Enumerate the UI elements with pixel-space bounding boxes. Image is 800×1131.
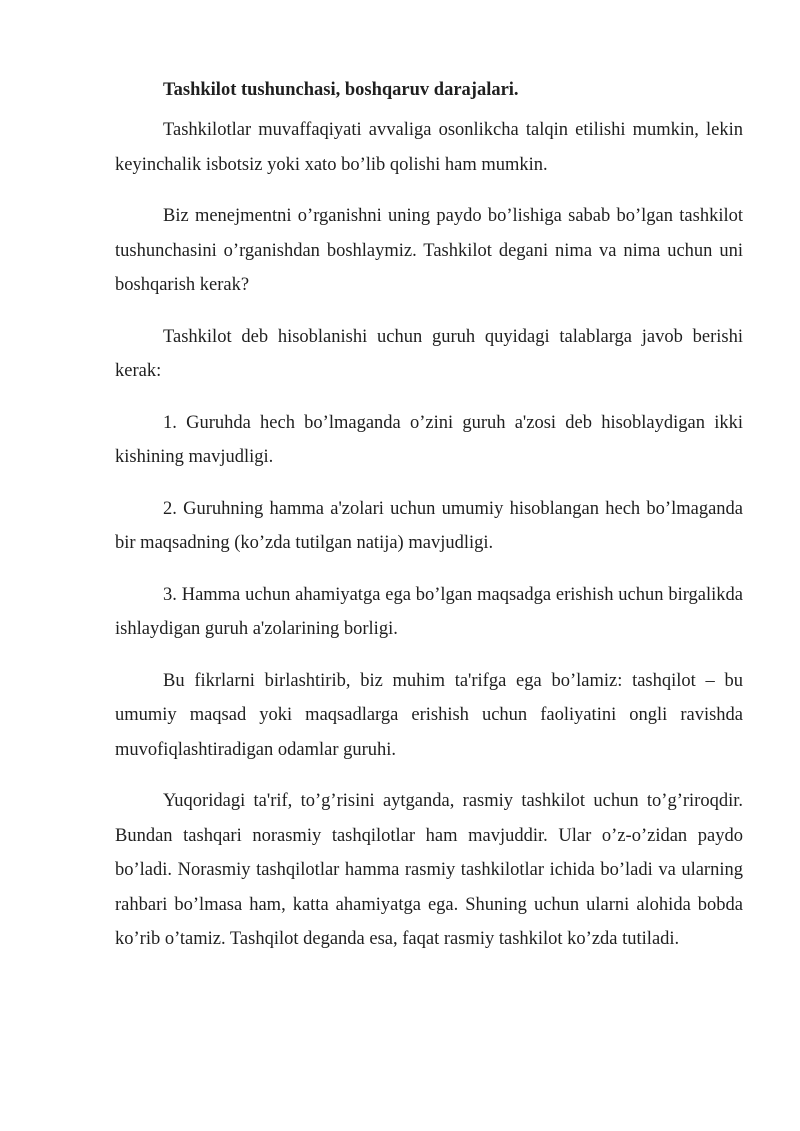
paragraph-formal-informal: Yuqoridagi ta'rif, to’g’risini aytganda, rasmiy tashkilot uchun to’g’riroqdir. Bundan tashqari norasmiy tashqilotlar ham mavjuddir. Ular o’z-o’zidan paydo bo’ladi. Norasmiy tashqilotlar hamma rasmiy tashkilotlar ichida bo’ladi va ularning rahbari bo’lmasa ham, katta ahamiyatga ega. Shuning uchun ularni alohida bobda ko’rib o’tamiz. Tashqilot deganda esa, faqat rasmiy tashkilot ko’zda tutiladi. — [115, 791, 743, 949]
paragraph-management: Biz menejmentni o’rganishni uning paydo bo’lishiga sabab bo’lgan tashkilot tushunchasini o’rganishdan boshlaymiz. Tashkilot degani nima va nima uchun uni boshqarish kerak? — [115, 206, 743, 295]
list-item-3: 3. Hamma uchun ahamiyatga ega bo’lgan maqsadga erishish uchun birgalikda ishlaydigan guruh a'zolarining borligi. — [115, 584, 743, 639]
document-heading: Tashkilot tushunchasi, boshqaruv darajalari. — [163, 80, 519, 100]
list-item-1: 1. Guruhda hech bo’lmaganda o’zini guruh a'zosi deb hisoblaydigan ikki kishining mavjudligi. — [115, 412, 743, 467]
paragraph-requirements: Tashkilot deb hisoblanishi uchun guruh quyidagi talablarga javob berishi kerak: — [115, 326, 743, 381]
list-item-2: 2. Guruhning hamma a'zolari uchun umumiy hisoblangan hech bo’lmaganda bir maqsadning (ko’zda tutilgan natija) mavjudligi. — [115, 498, 743, 553]
paragraph-definition: Bu fikrlarni birlashtirib, biz muhim ta'rifga ega bo’lamiz: tashqilot – bu umumiy maqsad yoki maqsadlarga erishish uchun faoliyatini ongli ravishda muvofiqlashtiradigan odamlar guruhi. — [115, 670, 743, 760]
paragraph-intro: Tashkilotlar muvaffaqiyati avvaliga osonlikcha talqin etilishi mumkin, lekin keyinchalik isbotsiz yoki xato bo’lib qolishi ham mumkin. — [115, 120, 743, 175]
document-page — [115, 75, 743, 974]
